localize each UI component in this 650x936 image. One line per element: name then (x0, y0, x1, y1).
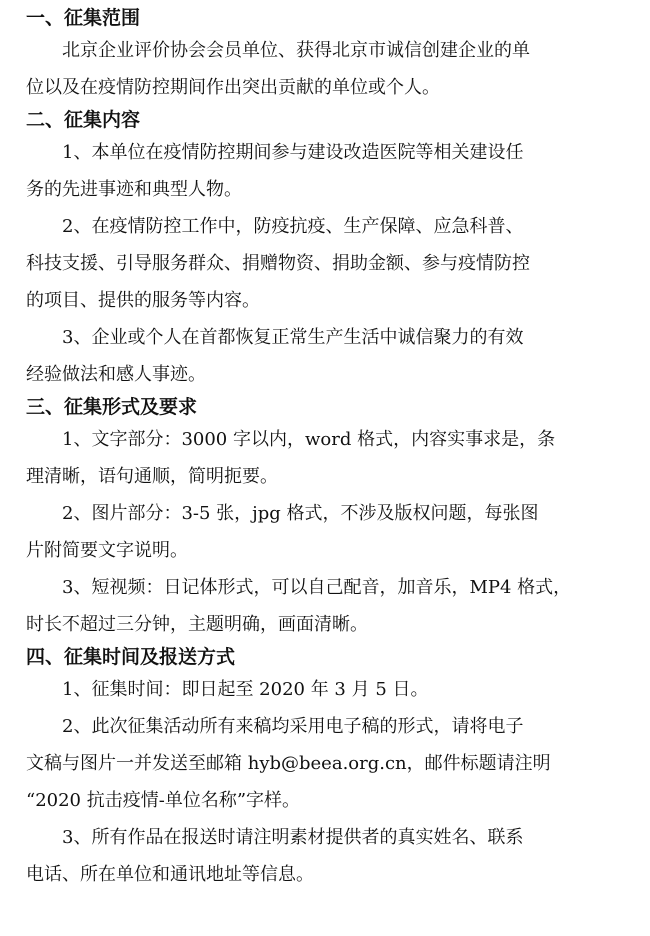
body-paragraph (26, 208, 628, 319)
section-heading: 四、征集时间及报送方式 (26, 646, 236, 668)
paragraph-line: 理清晰，语句通顺，简明扼要。 (26, 466, 278, 487)
body-paragraph (26, 819, 628, 893)
paragraph-line: 3、所有作品在报送时请注明素材提供者的真实姓名、联系 (62, 827, 524, 848)
body-paragraph (26, 671, 628, 708)
paragraph-line: 3、短视频：日记体形式，可以自己配音，加音乐，MP4 格式， (62, 577, 572, 598)
paragraph-line: 的项目、提供的服务等内容。 (26, 290, 260, 311)
paragraph-line: 1、征集时间：即日起至 2020 年 3 月 5 日。 (62, 679, 429, 700)
section-heading: 一、征集范围 (26, 7, 141, 29)
paragraph-line: 1、文字部分：3000 字以内，word 格式，内容实事求是，条 (62, 429, 556, 450)
paragraph-line: 电话、所在单位和通讯地址等信息。 (26, 864, 314, 885)
section-heading: 三、征集形式及要求 (26, 396, 198, 418)
paragraph-line: 经验做法和感人事迹。 (26, 364, 206, 385)
body-paragraph (26, 569, 628, 643)
section-heading: 二、征集内容 (26, 109, 141, 131)
body-paragraph (26, 495, 628, 569)
body-paragraph (26, 708, 628, 819)
paragraph-line: 1、本单位在疫情防控期间参与建设改造医院等相关建设任 (62, 142, 524, 163)
paragraph-line: 2、图片部分：3-5 张，jpg 格式，不涉及版权问题，每张图 (62, 503, 539, 524)
paragraph-line: 文稿与图片一并发送至邮箱 hyb@beea.org.cn，邮件标题请注明 (26, 753, 551, 774)
body-paragraph (26, 421, 628, 495)
paragraph-line: 片附简要文字说明。 (26, 540, 188, 561)
paragraph-line: 务的先进事迹和典型人物。 (26, 179, 242, 200)
paragraph-line: 时长不超过三分钟，主题明确，画面清晰。 (26, 614, 368, 635)
body-paragraph (26, 319, 628, 393)
body-paragraph (26, 32, 628, 106)
paragraph-line: 北京企业评价协会会员单位、获得北京市诚信创建企业的单 (62, 40, 530, 61)
paragraph-line: 3、企业或个人在首都恢复正常生产生活中诚信聚力的有效 (62, 327, 524, 348)
paragraph-line: 2、在疫情防控工作中，防疫抗疫、生产保障、应急科普、 (62, 216, 524, 237)
paragraph-line: “2020 抗击疫情-单位名称”字样。 (26, 790, 301, 811)
paragraph-line: 2、此次征集活动所有来稿均采用电子稿的形式，请将电子 (62, 716, 524, 737)
paragraph-line: 科技支援、引导服务群众、捐赠物资、捐助金额、参与疫情防控 (26, 253, 530, 274)
body-paragraph (26, 134, 628, 208)
paragraph-line: 位以及在疫情防控期间作出突出贡献的单位或个人。 (26, 77, 440, 98)
